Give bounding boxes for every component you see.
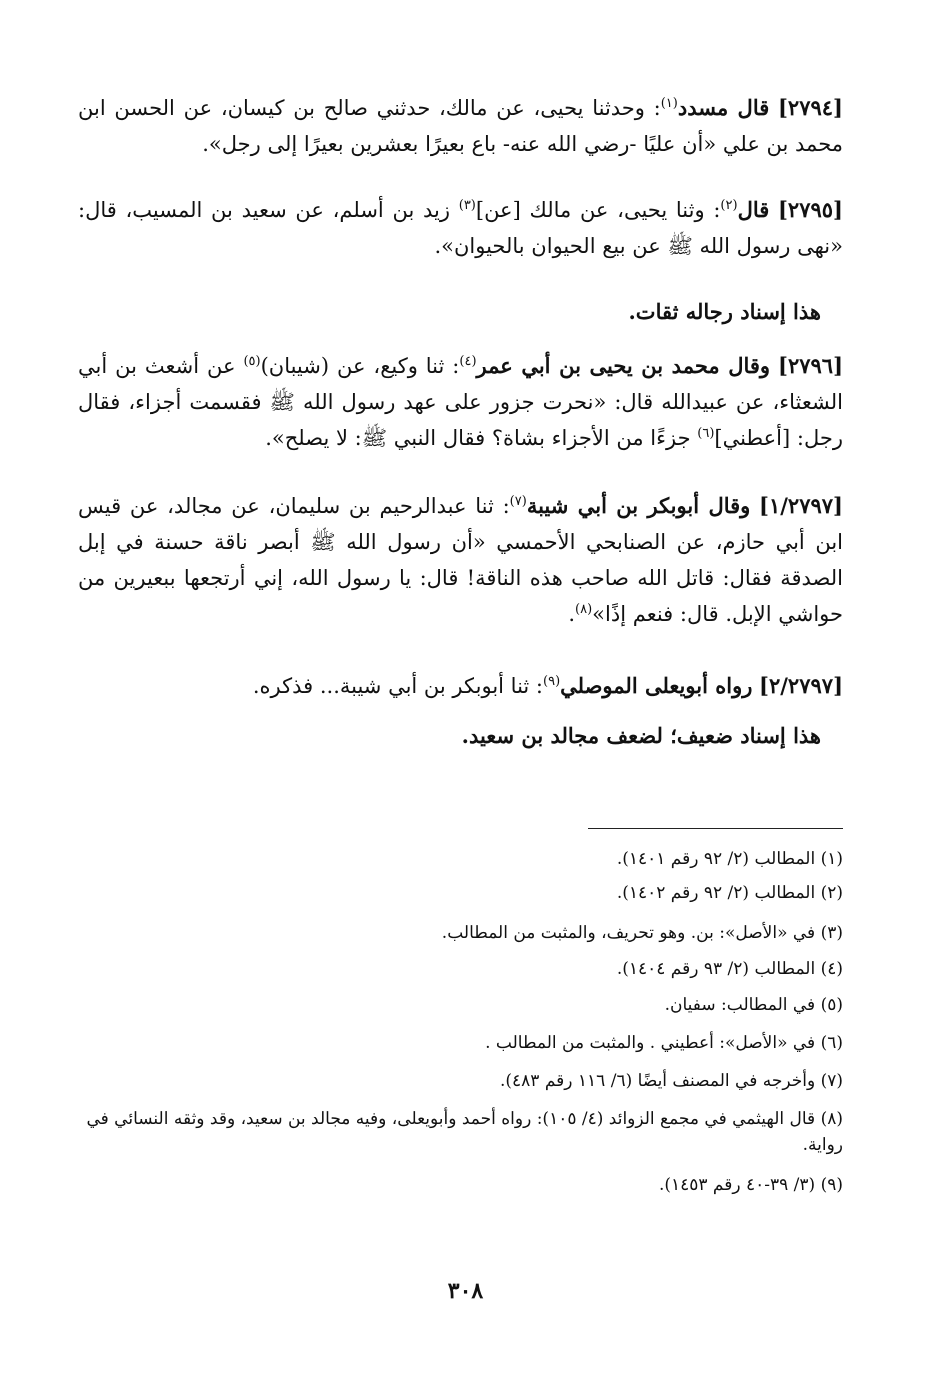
entry-text: عن أشعث بن أبي الشعثاء، عن عبيدالله قال: «نحرت جزور على عهد رسول الله ﷺ فقسمت أجزاء، فقال رجل: [أعطني] (78, 354, 843, 450)
footnote-separator (588, 828, 843, 829)
entry-number: [٢/٢٧٩٧] (759, 673, 843, 698)
entry-1-2797 (78, 488, 843, 632)
entry-2795 (78, 192, 843, 264)
entry-text: . (568, 602, 576, 626)
isnad-note: هذا إسناد رجاله ثقات. (628, 299, 821, 324)
footnote-item: (٤) المطالب (٢/ ٩٣ رقم ١٤٠٤). (616, 959, 843, 979)
entry-2794 (78, 90, 843, 162)
entry-text: : ثنا أبوبكر بن أبي شيبة... فذكره. (252, 674, 543, 698)
footnote-ref: (٨) (575, 602, 593, 617)
footnote-item: (٧) وأخرجه في المصنف أيضًا (٦/ ١١٦ رقم ٤٨٣). (500, 1071, 843, 1091)
entry-number: [١/٢٧٩٧] (759, 493, 843, 518)
footnote-ref: (٩) (543, 674, 561, 689)
entry-text: : ثنا وكيع، عن (شيبان) (260, 354, 460, 378)
entry-number: [٢٧٩٤] (777, 95, 843, 120)
footnote-ref: (٦) (697, 426, 715, 441)
entry-lead: رواه أبويعلى الموصلي (560, 673, 753, 698)
entry-text: زيد بن أسلم، عن سعيد بن المسيب، قال: «نهى رسول الله ﷺ عن بيع الحيوان بالحيوان». (78, 198, 843, 258)
footnote-item: (٩) (٣/ ٣٩-٤٠ رقم ١٤٥٣). (658, 1175, 843, 1195)
footnote-ref: (١) (660, 96, 678, 111)
footnote-ref: (٢) (720, 198, 738, 213)
entry-text: : وحدثنا يحيى، عن مالك، حدثني صالح بن كيسان، عن الحسن ابن محمد بن علي «أن عليًا -رضي الله عنه- باع بعيرًا بعشرين بعيرًا إلى رجل». (78, 96, 843, 156)
entry-text: : ثنا عبدالرحيم بن سليمان، عن مجالد، عن قيس ابن أبي حازم، عن الصنابحي الأحمسي «أن رسول الله ﷺ أبصر ناقة حسنة في إبل الصدقة فقال: قاتل الله صاحب هذه الناقة! قال: يا رسول الله، إني أرتجعها ببعيرين من حواشي الإبل. قال: فنعم إذًا» (78, 494, 843, 626)
footnote-ref: (٥) (243, 354, 261, 369)
footnote-ref: (٣) (458, 198, 476, 213)
footnote-ref: (٧) (509, 494, 527, 509)
entry-text: : وثنا يحيى، عن مالك [عن] (475, 198, 721, 222)
entry-2796 (78, 348, 843, 456)
footnote-item: (٥) في المطالب: سفيان. (664, 995, 843, 1015)
isnad-note: هذا إسناد ضعيف؛ لضعف مجالد بن سعيد. (461, 723, 821, 748)
entry-lead: قال (737, 197, 770, 222)
entry-number: [٢٧٩٥] (777, 197, 843, 222)
entry-2-2797 (78, 668, 843, 704)
page-number: ٣٠٨ (447, 1278, 484, 1304)
entry-number: [٢٧٩٦] (778, 353, 843, 378)
footnote-item: (٣) في «الأصل»: بن. وهو تحريف، والمثبت من المطالب. (441, 923, 843, 943)
footnote-ref: (٤) (459, 354, 477, 369)
entry-lead: وقال محمد بن يحيى بن أبي عمر (476, 353, 771, 378)
entry-lead: وقال أبوبكر بن أبي شيبة (526, 493, 751, 518)
footnote-item: (٨) قال الهيثمي في مجمع الزوائد (٤/ ١٠٥): رواه أحمد وأبويعلى، وفيه مجالد بن سعيد، وقد وثقه النسائي في رواية. (86, 1109, 843, 1155)
footnote-item: (٦) في «الأصل»: أعطيني . والمثبت من المطالب . (485, 1033, 843, 1053)
entry-lead: قال مسدد (677, 95, 770, 120)
footnote-item: (١) المطالب (٢/ ٩٢ رقم ١٤٠١). (616, 849, 843, 869)
entry-text: جزءًا من الأجزاء بشاة؟ فقال النبي ﷺ: لا يصلح». (265, 426, 698, 450)
footnote-item: (٢) المطالب (٢/ ٩٢ رقم ١٤٠٢). (616, 883, 843, 903)
